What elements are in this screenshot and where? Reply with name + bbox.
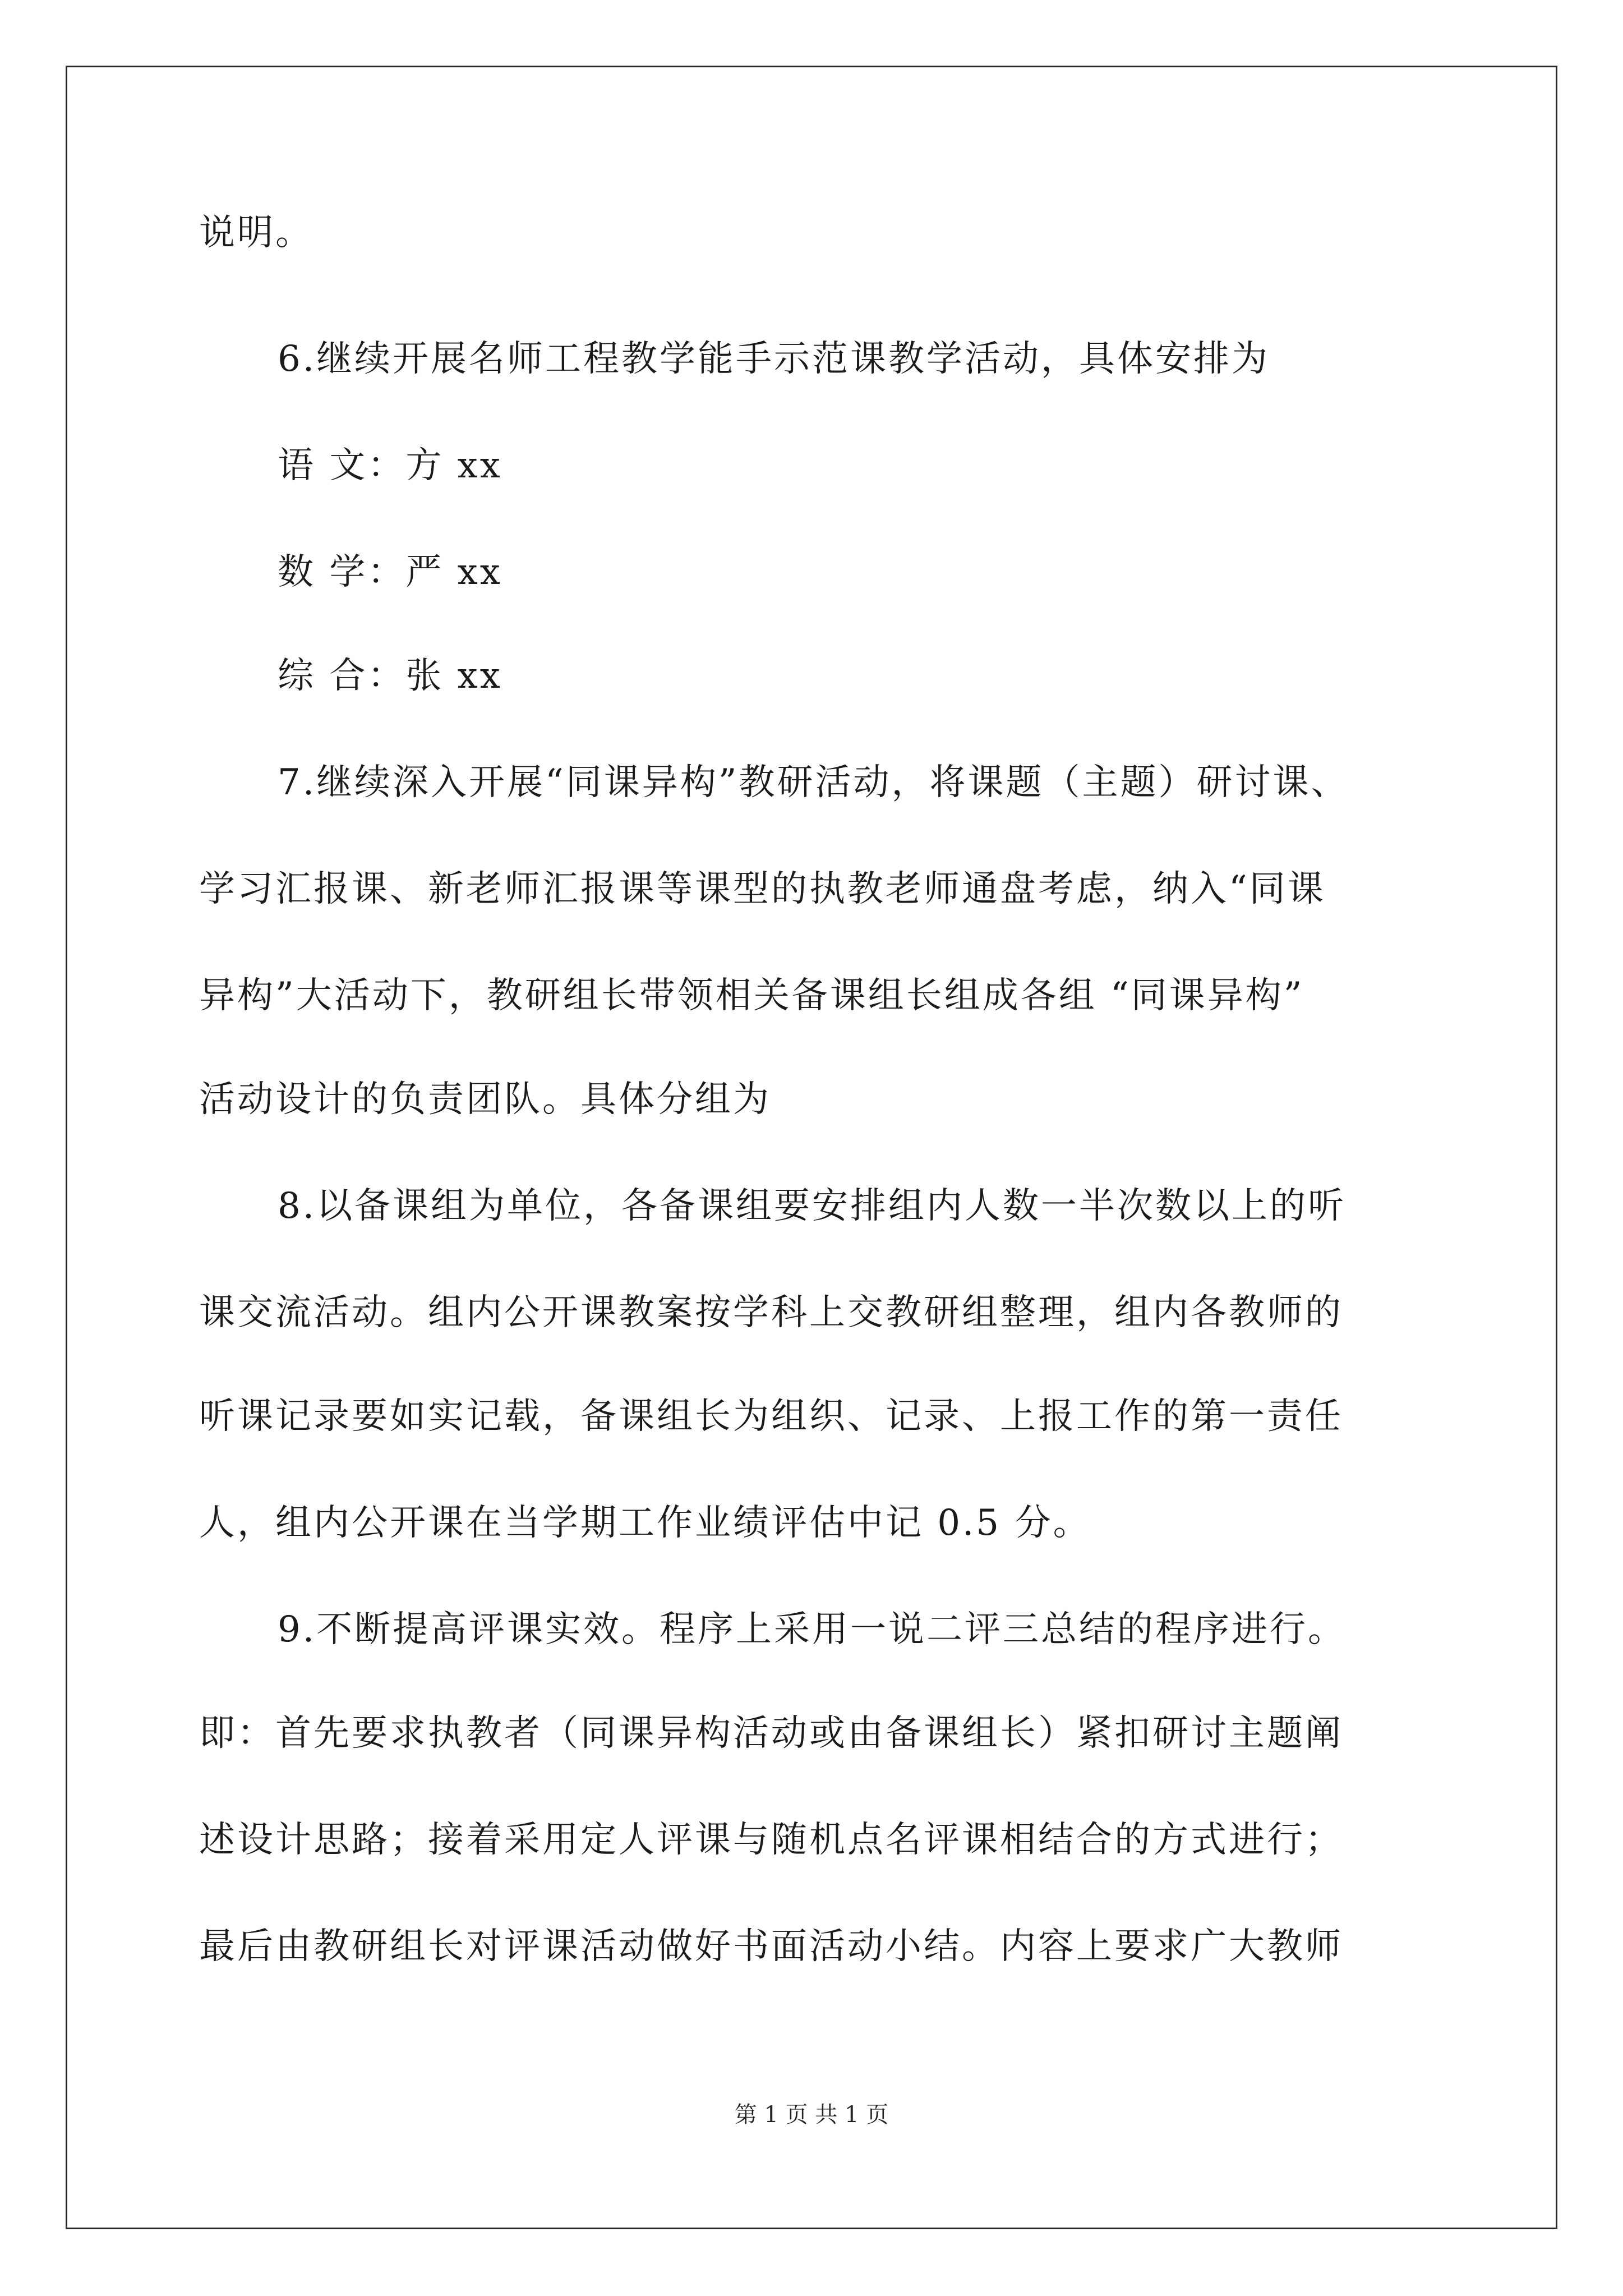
text-line: 数 学：严 xx [278, 551, 502, 593]
text-line: 6.继续开展名师工程教学能手示范课教学活动，具体安排为 [278, 338, 1270, 380]
text-line: 学习汇报课、新老师汇报课等课型的执教老师通盘考虑，纳入“同课 [199, 868, 1326, 910]
text-line: 课交流活动。组内公开课教案按学科上交教研组整理，组内各教师的 [199, 1292, 1343, 1333]
text-line: 7.继续深入开展“同课异构”教研活动，将课题（主题）研讨课、 [278, 762, 1349, 803]
text-line: 语 文：方 xx [278, 445, 502, 486]
text-line: 即：首先要求执教者（同课异构活动或由备课组长）紧扣研讨主题阐 [199, 1713, 1343, 1754]
text-line: 综 合：张 xx [278, 655, 502, 697]
text-line: 人，组内公开课在当学期工作业绩评估中记 0.5 分。 [199, 1502, 1091, 1544]
text-line: 最后由教研组长对评课活动做好书面活动小结。内容上要求广大教师 [199, 1926, 1343, 1967]
text-line: 异构”大活动下，教研组长带领相关备课组长组成各组 “同课异构” [199, 975, 1304, 1016]
text-line: 活动设计的负责团队。具体分组为 [199, 1079, 771, 1120]
text-line: 述设计思路；接着采用定人评课与随机点名评课相结合的方式进行； [199, 1819, 1343, 1861]
text-line: 9.不断提高评课实效。程序上采用一说二评三总结的程序进行。 [278, 1609, 1347, 1650]
text-line: 说明。 [199, 212, 313, 254]
page-footer: 第 1 页 共 1 页 [734, 2102, 889, 2128]
text-line: 听课记录要如实记载，备课组长为组织、记录、上报工作的第一责任 [199, 1396, 1343, 1437]
text-line: 8.以备课组为单位，各备课组要安排组内人数一半次数以上的听 [278, 1185, 1347, 1227]
page-border [66, 66, 1557, 2229]
